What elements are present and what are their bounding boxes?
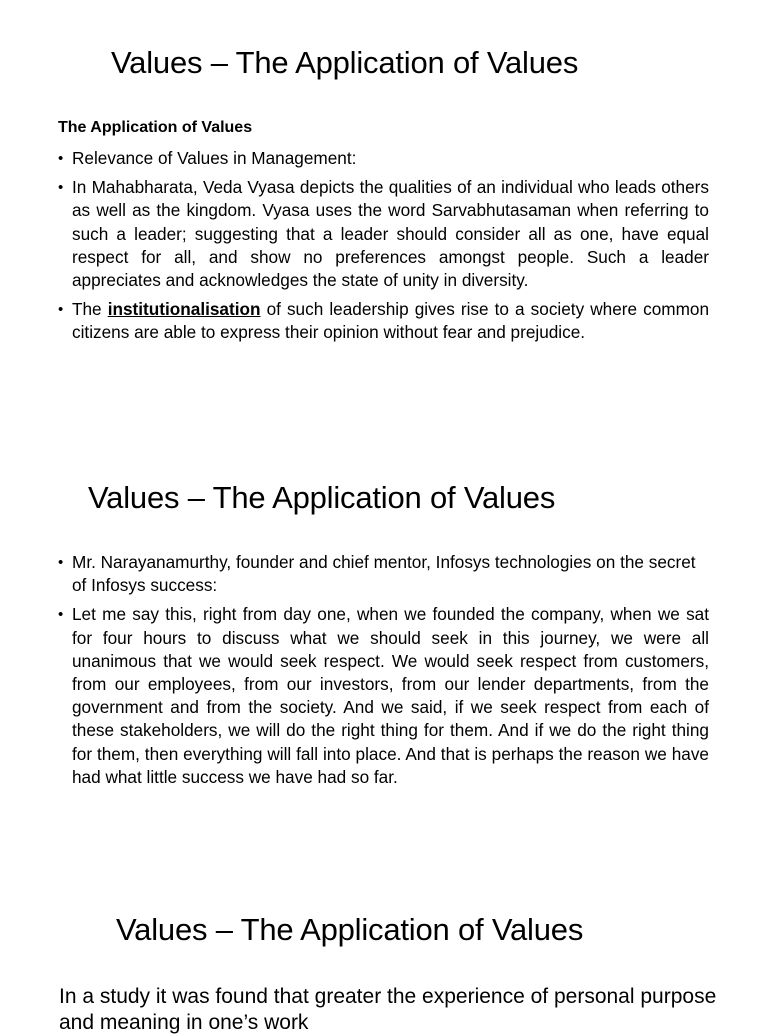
slide-1-subheading: The Application of Values xyxy=(58,119,253,136)
slide-2 xyxy=(0,420,768,880)
slide-1-bullet-3 xyxy=(58,298,709,344)
bullet-3-emphasis: institutionalisation xyxy=(107,299,261,320)
slide-3 xyxy=(0,880,768,1034)
slide-2-title: Values – The Application of Values xyxy=(88,480,556,515)
slide-2-bullet-1: • Mr. Narayanamurthy, founder and chief mentor, Infosys technologies on the secret of Infosys success: xyxy=(58,551,709,597)
slide-3-body: In a study it was found that greater the experience of personal purpose and meaning in one’s work xyxy=(59,985,717,1034)
slide-1 xyxy=(0,0,768,420)
bullet-3-suffix: of such leadership gives rise to a society where common citizens are able to express their opinion without fear and prejudice. xyxy=(72,299,710,343)
slide-1-bullet-1: • Relevance of Values in Management: xyxy=(58,147,709,170)
slide-1-bullet-2: • In Mahabharata, Veda Vyasa depicts the qualities of an individual who leads others as well as the kingdom. Vyasa uses the word Sarvabhutasaman when referring to such a leader; suggesting that a leader should consider all as one, have equal respect for all, and show no preferences amongst people. Such a leader appreciates and acknowledges the state of unity in diversity. xyxy=(58,176,709,292)
slide-2-bullet-list xyxy=(58,551,709,795)
bullet-3-prefix: The xyxy=(72,299,102,320)
slide-1-bullet-list xyxy=(58,147,709,351)
slide-1-title: Values – The Application of Values xyxy=(111,45,579,80)
slide-2-bullet-2: • Let me say this, right from day one, when we founded the company, when we sat for four hours to discuss what we should seek in this journey, we were all unanimous that we would seek respect. We would seek respect from customers, from our employees, from our investors, from our lender departments, from the government and from the society. And we said, if we seek respect from each of these stakeholders, we will do the right thing for them. And if we do the right thing for them, then everything will fall into place. And that is perhaps the reason we have had what little success we have had so far. xyxy=(58,603,709,789)
slide-3-title: Values – The Application of Values xyxy=(116,912,584,947)
